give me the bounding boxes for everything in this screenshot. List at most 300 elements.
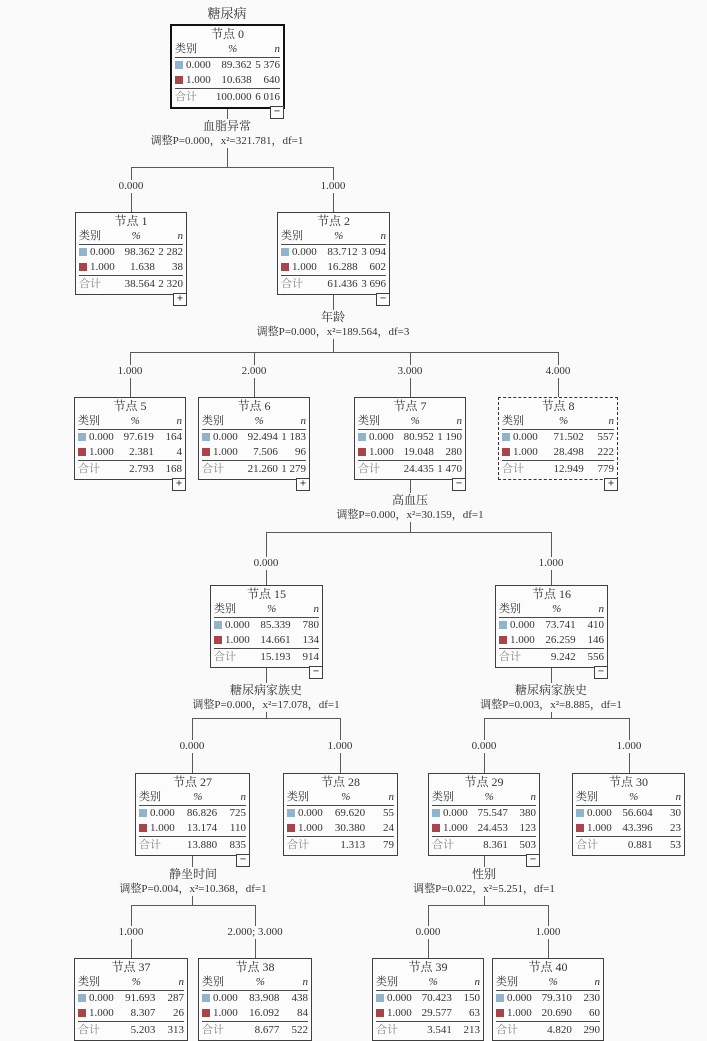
node-title: 节点 38 bbox=[235, 960, 275, 974]
category-1-label: 1.000 bbox=[89, 1007, 114, 1019]
node-table bbox=[432, 790, 536, 853]
category-1-count: 96 bbox=[295, 446, 306, 458]
split-statistics: 调整P=0.004，x²=10.368，df=1 bbox=[119, 883, 267, 895]
category-1-percent: 24.453 bbox=[477, 822, 508, 834]
tree-node-30[interactable] bbox=[572, 773, 685, 856]
category-1-label: 1.000 bbox=[186, 74, 211, 86]
category-1-swatch-icon bbox=[358, 448, 366, 456]
n-header: n bbox=[508, 790, 536, 806]
category-1-count: 26 bbox=[173, 1007, 184, 1019]
connector-line bbox=[131, 167, 334, 168]
category-1-percent: 10.638 bbox=[221, 74, 252, 86]
connector-line bbox=[266, 532, 552, 533]
node-title: 节点 40 bbox=[528, 960, 568, 974]
category-1-count: 280 bbox=[445, 446, 462, 458]
split-label bbox=[252, 310, 415, 339]
category-1-swatch-icon bbox=[499, 636, 507, 644]
category-1-label: 1.000 bbox=[90, 261, 115, 273]
node-table bbox=[175, 42, 280, 105]
split-statistics: 调整P=0.000，x²=17.078，df=1 bbox=[192, 699, 340, 711]
dependent-variable-title: 糖尿病 bbox=[207, 6, 247, 21]
category-1-count: 146 bbox=[587, 634, 604, 646]
total-label: 合计 bbox=[78, 1022, 117, 1039]
category-1-swatch-icon bbox=[175, 76, 183, 84]
category-1-swatch-icon bbox=[202, 1009, 210, 1017]
total-label: 合计 bbox=[175, 89, 214, 106]
category-0-percent: 97.619 bbox=[123, 431, 154, 443]
category-0-percent: 73.741 bbox=[545, 619, 576, 631]
branch-value-label: 0.000 bbox=[115, 180, 148, 193]
node-table bbox=[78, 975, 184, 1038]
node-table bbox=[214, 602, 319, 665]
tree-node-7[interactable] bbox=[354, 397, 466, 489]
expand-collapse-toggle[interactable]: − bbox=[526, 854, 540, 867]
split-label bbox=[146, 119, 309, 148]
category-1-percent: 16.092 bbox=[249, 1007, 280, 1019]
node-table bbox=[78, 414, 182, 477]
total-count: 213 bbox=[452, 1022, 480, 1039]
category-0-count: 150 bbox=[463, 992, 480, 1004]
category-0-percent: 86.826 bbox=[186, 807, 218, 819]
category-1-swatch-icon bbox=[139, 824, 147, 832]
split-label bbox=[187, 683, 344, 712]
total-count: 522 bbox=[279, 1022, 308, 1039]
category-0-swatch-icon bbox=[139, 809, 147, 817]
category-1-label: 1.000 bbox=[369, 446, 394, 458]
total-percent: 1.313 bbox=[327, 837, 366, 854]
category-0-label: 0.000 bbox=[89, 431, 114, 443]
category-0-label: 0.000 bbox=[443, 807, 468, 819]
category-0-swatch-icon bbox=[358, 433, 366, 441]
tree-node-16[interactable] bbox=[495, 585, 608, 677]
total-percent: 12.949 bbox=[543, 461, 583, 478]
category-0-swatch-icon bbox=[376, 994, 384, 1002]
branch-value-label: 1.000 bbox=[324, 740, 357, 753]
category-0-swatch-icon bbox=[502, 433, 510, 441]
category-1-count: 134 bbox=[302, 634, 319, 646]
category-0-count: 557 bbox=[597, 431, 614, 443]
total-label: 合计 bbox=[202, 461, 240, 478]
total-count: 1 279 bbox=[278, 461, 306, 478]
tree-node-38[interactable] bbox=[198, 958, 312, 1041]
n-header: n bbox=[358, 229, 386, 245]
split-variable-name: 高血压 bbox=[391, 493, 429, 507]
percent-header: % bbox=[543, 414, 583, 430]
category-header: 类别 bbox=[79, 229, 117, 245]
node-title: 节点 0 bbox=[210, 27, 244, 41]
category-1-swatch-icon bbox=[281, 263, 289, 271]
branch-value-label: 1.000 bbox=[114, 365, 147, 378]
expand-collapse-toggle[interactable]: − bbox=[309, 666, 323, 679]
category-1-count: 84 bbox=[297, 1007, 308, 1019]
node-table bbox=[139, 790, 246, 853]
total-count: 79 bbox=[365, 837, 394, 854]
total-percent: 3.541 bbox=[414, 1022, 451, 1039]
n-header: n bbox=[576, 602, 604, 618]
category-1-label: 1.000 bbox=[225, 634, 250, 646]
n-header: n bbox=[584, 414, 614, 430]
category-1-count: 602 bbox=[369, 261, 386, 273]
n-header: n bbox=[252, 42, 280, 58]
total-count: 2 320 bbox=[155, 276, 183, 293]
category-0-percent: 85.339 bbox=[260, 619, 291, 631]
total-label: 合计 bbox=[376, 1022, 414, 1039]
split-statistics: 调整P=0.022，x²=5.251，df=1 bbox=[413, 883, 555, 895]
total-count: 313 bbox=[155, 1022, 184, 1039]
tree-node-39[interactable] bbox=[372, 958, 484, 1041]
total-percent: 8.677 bbox=[241, 1022, 279, 1039]
total-percent: 2.793 bbox=[116, 461, 153, 478]
category-header: 类别 bbox=[139, 790, 179, 806]
category-1-swatch-icon bbox=[376, 1009, 384, 1017]
total-percent: 5.203 bbox=[117, 1022, 155, 1039]
n-header: n bbox=[279, 975, 308, 991]
percent-header: % bbox=[327, 790, 366, 806]
category-1-label: 1.000 bbox=[89, 446, 114, 458]
node-title: 节点 28 bbox=[320, 775, 360, 789]
total-count: 503 bbox=[508, 837, 536, 854]
percent-header: % bbox=[240, 414, 277, 430]
category-0-swatch-icon bbox=[79, 248, 87, 256]
category-0-label: 0.000 bbox=[587, 807, 612, 819]
tree-node-2[interactable] bbox=[277, 212, 390, 304]
branch-value-label: 4.000 bbox=[542, 365, 575, 378]
category-1-count: 640 bbox=[263, 74, 280, 86]
category-header: 类别 bbox=[499, 602, 538, 618]
category-0-label: 0.000 bbox=[369, 431, 394, 443]
tree-node-6[interactable] bbox=[198, 397, 310, 489]
category-header: 类别 bbox=[175, 42, 214, 58]
split-label bbox=[114, 867, 271, 896]
n-header: n bbox=[434, 414, 462, 430]
node-title: 节点 39 bbox=[408, 960, 448, 974]
category-1-label: 1.000 bbox=[513, 446, 538, 458]
n-header: n bbox=[452, 975, 480, 991]
branch-value-label: 1.000 bbox=[115, 926, 148, 939]
category-0-label: 0.000 bbox=[510, 619, 535, 631]
total-count: 914 bbox=[291, 649, 319, 666]
node-title: 节点 15 bbox=[246, 587, 286, 601]
category-1-swatch-icon bbox=[287, 824, 295, 832]
total-label: 合计 bbox=[139, 837, 179, 854]
node-table bbox=[79, 229, 183, 292]
branch-value-label: 0.000 bbox=[176, 740, 209, 753]
total-count: 53 bbox=[653, 837, 681, 854]
category-1-percent: 29.577 bbox=[421, 1007, 452, 1019]
category-1-swatch-icon bbox=[496, 1009, 504, 1017]
total-count: 779 bbox=[584, 461, 614, 478]
expand-collapse-toggle[interactable]: + bbox=[172, 478, 186, 491]
category-0-count: 5 376 bbox=[255, 59, 280, 71]
n-header: n bbox=[291, 602, 319, 618]
tree-node-29[interactable] bbox=[428, 773, 540, 865]
connector-line bbox=[192, 718, 341, 719]
category-1-count: 4 bbox=[176, 446, 182, 458]
branch-value-label: 1.000 bbox=[535, 557, 568, 570]
branch-value-label: 2.000 bbox=[238, 365, 271, 378]
total-percent: 4.820 bbox=[534, 1022, 571, 1039]
category-0-count: 55 bbox=[383, 807, 394, 819]
node-table bbox=[202, 975, 308, 1038]
category-0-swatch-icon bbox=[78, 433, 86, 441]
category-0-count: 30 bbox=[670, 807, 681, 819]
category-0-label: 0.000 bbox=[89, 992, 114, 1004]
node-table bbox=[499, 602, 604, 665]
connector-line bbox=[484, 718, 630, 719]
percent-header: % bbox=[116, 414, 153, 430]
category-1-count: 123 bbox=[519, 822, 536, 834]
total-count: 1 470 bbox=[434, 461, 462, 478]
category-0-count: 725 bbox=[229, 807, 246, 819]
category-0-label: 0.000 bbox=[513, 431, 538, 443]
total-count: 290 bbox=[572, 1022, 600, 1039]
node-title: 节点 16 bbox=[531, 587, 571, 601]
category-1-percent: 16.288 bbox=[327, 261, 358, 273]
category-0-count: 3 094 bbox=[361, 246, 386, 258]
category-0-swatch-icon bbox=[202, 433, 210, 441]
category-1-label: 1.000 bbox=[587, 822, 612, 834]
category-header: 类别 bbox=[202, 975, 241, 991]
category-1-label: 1.000 bbox=[213, 446, 238, 458]
total-label: 合计 bbox=[202, 1022, 241, 1039]
category-1-count: 23 bbox=[670, 822, 681, 834]
total-label: 合计 bbox=[499, 649, 538, 666]
branch-value-label: 1.000 bbox=[317, 180, 350, 193]
node-title: 节点 8 bbox=[541, 399, 575, 413]
category-0-percent: 83.712 bbox=[327, 246, 358, 258]
category-1-count: 60 bbox=[589, 1007, 600, 1019]
category-0-swatch-icon bbox=[576, 809, 584, 817]
category-1-count: 222 bbox=[597, 446, 614, 458]
split-variable-name: 静坐时间 bbox=[168, 867, 218, 881]
category-1-swatch-icon bbox=[78, 448, 86, 456]
total-count: 835 bbox=[217, 837, 246, 854]
category-0-count: 164 bbox=[165, 431, 182, 443]
category-0-percent: 80.952 bbox=[403, 431, 434, 443]
node-title: 节点 1 bbox=[114, 214, 148, 228]
category-1-label: 1.000 bbox=[150, 822, 175, 834]
category-0-percent: 75.547 bbox=[477, 807, 508, 819]
category-0-percent: 79.310 bbox=[541, 992, 572, 1004]
node-table bbox=[287, 790, 394, 853]
category-0-label: 0.000 bbox=[292, 246, 317, 258]
category-0-percent: 89.362 bbox=[221, 59, 252, 71]
percent-header: % bbox=[534, 975, 571, 991]
branch-value-label: 2.000; 3.000 bbox=[223, 926, 286, 939]
split-label bbox=[408, 867, 560, 896]
category-0-percent: 70.423 bbox=[421, 992, 452, 1004]
total-label: 合计 bbox=[502, 461, 543, 478]
category-0-label: 0.000 bbox=[213, 431, 238, 443]
total-count: 6 016 bbox=[252, 89, 280, 106]
total-label: 合计 bbox=[78, 461, 116, 478]
total-label: 合计 bbox=[576, 837, 615, 854]
category-0-label: 0.000 bbox=[90, 246, 115, 258]
branch-value-label: 1.000 bbox=[532, 926, 565, 939]
category-header: 类别 bbox=[576, 790, 615, 806]
category-1-swatch-icon bbox=[502, 448, 510, 456]
category-0-swatch-icon bbox=[499, 621, 507, 629]
category-0-count: 438 bbox=[291, 992, 308, 1004]
category-header: 类别 bbox=[281, 229, 320, 245]
category-0-label: 0.000 bbox=[298, 807, 323, 819]
total-percent: 0.881 bbox=[615, 837, 653, 854]
tree-node-8[interactable] bbox=[498, 397, 618, 489]
expand-collapse-toggle[interactable]: − bbox=[452, 478, 466, 491]
percent-header: % bbox=[396, 414, 433, 430]
category-0-percent: 98.362 bbox=[124, 246, 155, 258]
category-header: 类别 bbox=[432, 790, 470, 806]
node-title: 节点 2 bbox=[316, 214, 350, 228]
branch-value-label: 0.000 bbox=[468, 740, 501, 753]
percent-header: % bbox=[470, 790, 507, 806]
node-title: 节点 37 bbox=[111, 960, 151, 974]
node-title: 节点 30 bbox=[608, 775, 648, 789]
total-percent: 61.436 bbox=[320, 276, 358, 293]
category-header: 类别 bbox=[214, 602, 253, 618]
split-variable-name: 糖尿病家族史 bbox=[514, 683, 588, 697]
category-header: 类别 bbox=[202, 414, 240, 430]
percent-header: % bbox=[214, 42, 252, 58]
category-header: 类别 bbox=[287, 790, 327, 806]
tree-node-28[interactable] bbox=[283, 773, 398, 856]
node-table bbox=[576, 790, 681, 853]
category-1-swatch-icon bbox=[576, 824, 584, 832]
category-1-percent: 30.380 bbox=[334, 822, 366, 834]
node-title: 节点 6 bbox=[237, 399, 271, 413]
expand-collapse-toggle[interactable]: − bbox=[594, 666, 608, 679]
category-0-swatch-icon bbox=[287, 809, 295, 817]
category-0-swatch-icon bbox=[202, 994, 210, 1002]
category-0-label: 0.000 bbox=[150, 807, 175, 819]
category-0-swatch-icon bbox=[496, 994, 504, 1002]
total-label: 合计 bbox=[287, 837, 327, 854]
category-0-swatch-icon bbox=[432, 809, 440, 817]
split-variable-name: 年龄 bbox=[320, 310, 346, 324]
branch-value-label: 0.000 bbox=[412, 926, 445, 939]
split-variable-name: 性别 bbox=[471, 867, 497, 881]
tree-node-0[interactable] bbox=[170, 24, 285, 117]
category-0-percent: 91.693 bbox=[125, 992, 156, 1004]
node-title: 节点 7 bbox=[393, 399, 427, 413]
tree-node-40[interactable] bbox=[492, 958, 604, 1041]
split-statistics: 调整P=0.000，x²=321.781，df=1 bbox=[150, 135, 304, 147]
category-0-count: 380 bbox=[519, 807, 536, 819]
percent-header: % bbox=[117, 975, 155, 991]
category-0-percent: 71.502 bbox=[553, 431, 584, 443]
total-label: 合计 bbox=[496, 1022, 534, 1039]
category-1-percent: 14.661 bbox=[260, 634, 291, 646]
category-0-swatch-icon bbox=[175, 61, 183, 69]
node-table bbox=[376, 975, 480, 1038]
category-1-count: 110 bbox=[229, 822, 246, 834]
tree-node-1[interactable] bbox=[75, 212, 187, 304]
n-header: n bbox=[155, 229, 183, 245]
category-header: 类别 bbox=[358, 414, 396, 430]
category-header: 类别 bbox=[502, 414, 543, 430]
category-0-label: 0.000 bbox=[507, 992, 532, 1004]
category-1-swatch-icon bbox=[214, 636, 222, 644]
category-1-count: 38 bbox=[172, 261, 183, 273]
category-0-count: 780 bbox=[302, 619, 319, 631]
expand-collapse-toggle[interactable]: + bbox=[173, 293, 187, 306]
percent-header: % bbox=[615, 790, 653, 806]
split-statistics: 调整P=0.003，x²=8.885，df=1 bbox=[480, 699, 622, 711]
connector-line bbox=[131, 905, 256, 906]
total-count: 556 bbox=[576, 649, 604, 666]
total-count: 3 696 bbox=[358, 276, 386, 293]
percent-header: % bbox=[538, 602, 576, 618]
n-header: n bbox=[155, 975, 184, 991]
category-1-percent: 20.690 bbox=[541, 1007, 572, 1019]
node-table bbox=[358, 414, 462, 477]
category-1-percent: 2.381 bbox=[129, 446, 154, 458]
split-label bbox=[475, 683, 627, 712]
category-1-count: 24 bbox=[383, 822, 394, 834]
node-title: 节点 29 bbox=[464, 775, 504, 789]
category-1-percent: 43.396 bbox=[622, 822, 653, 834]
category-0-percent: 56.604 bbox=[622, 807, 653, 819]
total-label: 合计 bbox=[214, 649, 253, 666]
tree-node-5[interactable] bbox=[74, 397, 186, 489]
category-1-label: 1.000 bbox=[507, 1007, 532, 1019]
expand-collapse-toggle[interactable]: + bbox=[604, 478, 618, 491]
category-0-swatch-icon bbox=[214, 621, 222, 629]
total-percent: 9.242 bbox=[538, 649, 576, 666]
category-1-label: 1.000 bbox=[443, 822, 468, 834]
total-label: 合计 bbox=[79, 276, 117, 293]
total-percent: 100.000 bbox=[214, 89, 252, 106]
percent-header: % bbox=[241, 975, 279, 991]
category-1-percent: 1.638 bbox=[130, 261, 155, 273]
category-0-label: 0.000 bbox=[186, 59, 211, 71]
expand-collapse-toggle[interactable]: − bbox=[236, 854, 250, 867]
split-statistics: 调整P=0.000，x²=30.159，df=1 bbox=[336, 509, 484, 521]
percent-header: % bbox=[253, 602, 291, 618]
category-1-label: 1.000 bbox=[510, 634, 535, 646]
tree-node-37[interactable] bbox=[74, 958, 188, 1041]
category-1-label: 1.000 bbox=[298, 822, 323, 834]
total-percent: 24.435 bbox=[396, 461, 433, 478]
percent-header: % bbox=[320, 229, 358, 245]
category-0-label: 0.000 bbox=[225, 619, 250, 631]
category-header: 类别 bbox=[376, 975, 414, 991]
n-header: n bbox=[217, 790, 246, 806]
connector-line bbox=[428, 905, 549, 906]
expand-collapse-toggle[interactable]: + bbox=[296, 478, 310, 491]
category-0-count: 1 190 bbox=[437, 431, 462, 443]
total-label: 合计 bbox=[281, 276, 320, 293]
category-header: 类别 bbox=[78, 414, 116, 430]
tree-node-27[interactable] bbox=[135, 773, 250, 865]
expand-collapse-toggle[interactable]: − bbox=[376, 293, 390, 306]
total-label: 合计 bbox=[358, 461, 396, 478]
total-label: 合计 bbox=[432, 837, 470, 854]
category-0-label: 0.000 bbox=[387, 992, 412, 1004]
category-1-count: 63 bbox=[469, 1007, 480, 1019]
n-header: n bbox=[278, 414, 306, 430]
category-1-percent: 8.307 bbox=[130, 1007, 156, 1019]
category-1-label: 1.000 bbox=[292, 261, 317, 273]
tree-node-15[interactable] bbox=[210, 585, 323, 677]
percent-header: % bbox=[414, 975, 451, 991]
category-0-swatch-icon bbox=[78, 994, 86, 1002]
split-label bbox=[331, 493, 488, 522]
category-1-swatch-icon bbox=[432, 824, 440, 832]
category-1-percent: 28.498 bbox=[553, 446, 584, 458]
category-0-percent: 83.908 bbox=[249, 992, 280, 1004]
expand-collapse-toggle[interactable]: − bbox=[270, 106, 284, 119]
